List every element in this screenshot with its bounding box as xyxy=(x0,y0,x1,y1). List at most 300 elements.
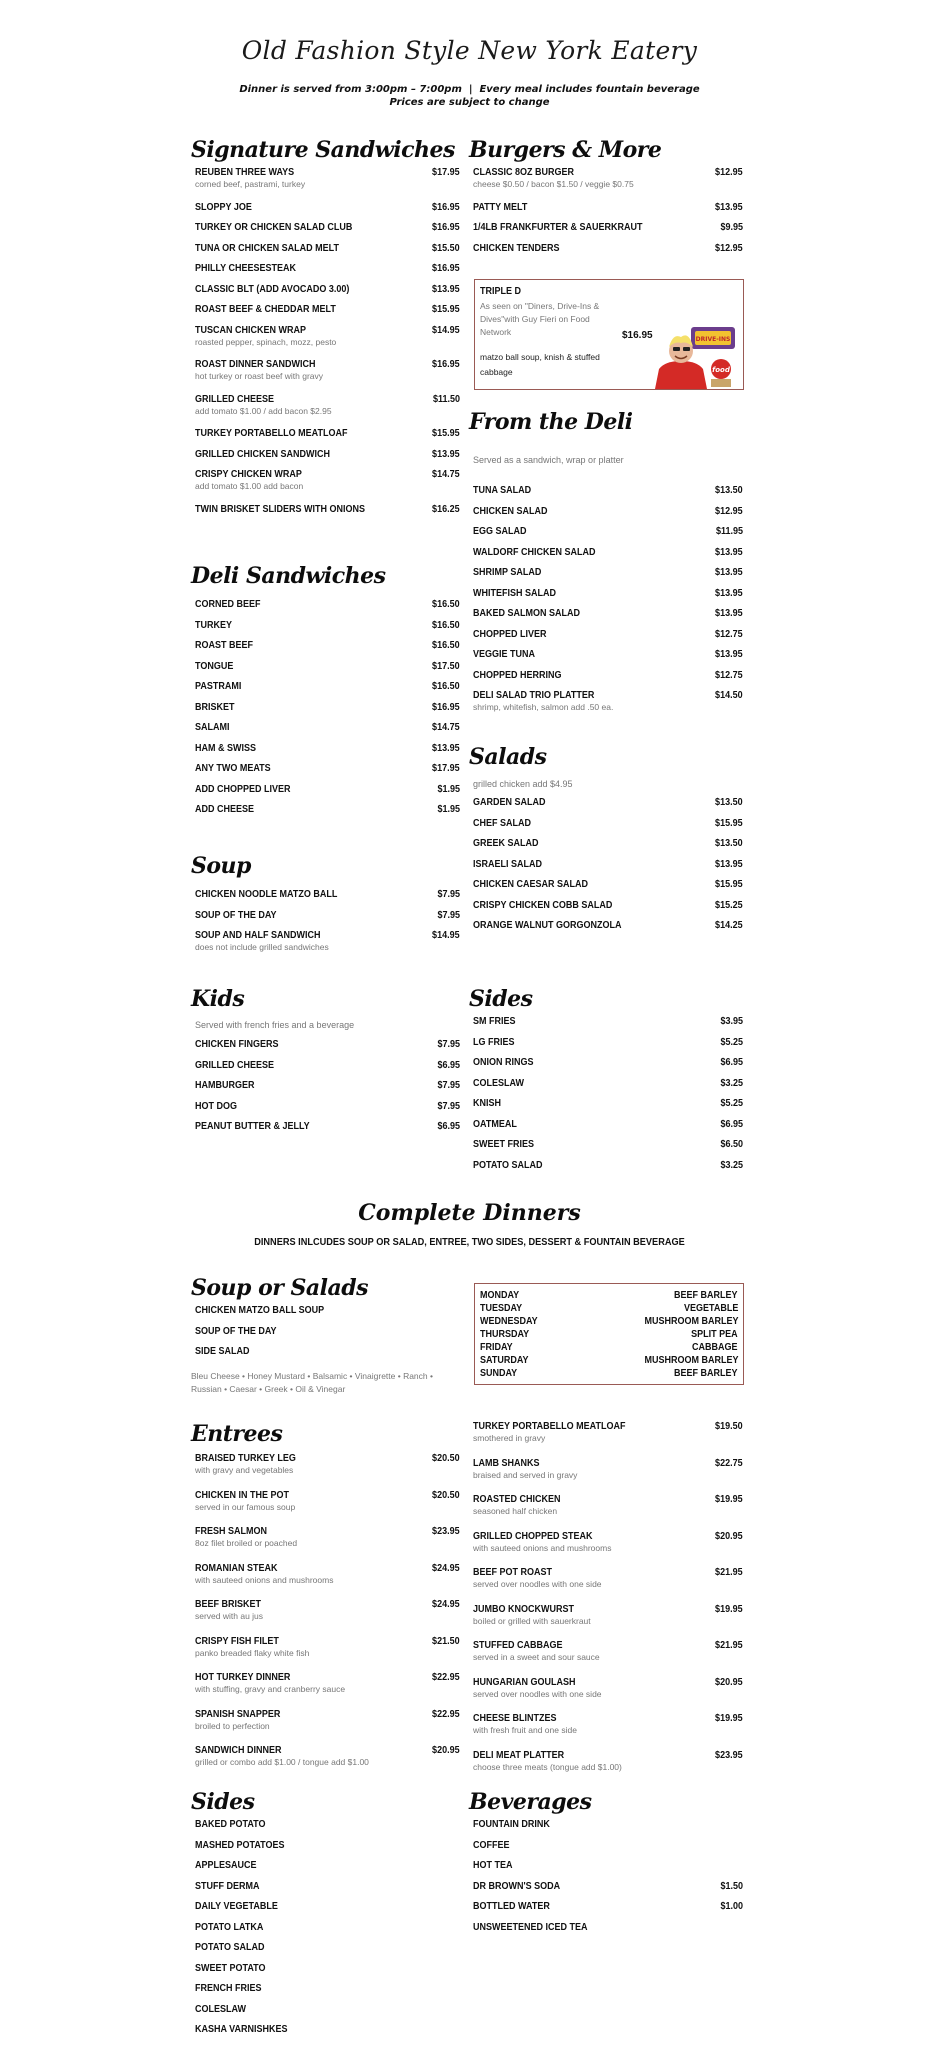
menu-item xyxy=(195,2024,460,2045)
kids-note: Served with french fries and a beverage xyxy=(195,1020,355,1030)
menu-item xyxy=(195,702,460,723)
item-description: served over noodles with one side xyxy=(473,1688,602,1699)
item-name: PASTRAMI xyxy=(195,681,242,692)
item-price: $1.00 xyxy=(720,1901,743,1912)
item-name: HOT DOG xyxy=(195,1100,238,1112)
menu-item xyxy=(473,243,743,264)
item-price: $24.95 xyxy=(432,1599,460,1610)
item-name: ROASTED CHICKEN xyxy=(473,1494,561,1505)
item-price: $15.95 xyxy=(432,304,460,315)
item-price: $13.95 xyxy=(715,546,743,558)
menu-item xyxy=(195,167,460,202)
item-description: seasoned half chicken xyxy=(473,1506,558,1516)
menu-item xyxy=(473,1421,743,1458)
item-description: panko breaded flaky white fish xyxy=(195,1647,310,1658)
menu-item xyxy=(195,1922,460,1943)
menu-item xyxy=(473,670,743,691)
section-title: Burgers & More xyxy=(469,137,662,163)
menu-item xyxy=(195,304,460,325)
item-description: corned beef, pastrami, turkey xyxy=(195,179,306,189)
soup-schedule-row xyxy=(480,1289,738,1302)
from-deli-note: Served as a sandwich, wrap or platter xyxy=(473,455,624,465)
triple-d-includes xyxy=(480,350,600,380)
menu-item xyxy=(473,1640,743,1677)
item-price: $20.95 xyxy=(715,1530,743,1542)
item-description: with stuffing, gravy and cranberry sauce xyxy=(195,1684,346,1694)
item-name: MASHED POTATOES xyxy=(195,1839,285,1851)
item-name: GREEK SALAD xyxy=(473,838,539,849)
soup-section xyxy=(191,853,460,965)
item-price: $16.50 xyxy=(432,619,460,631)
item-name: ISRAELI SALAD xyxy=(473,858,543,870)
menu-item xyxy=(473,1494,743,1531)
complete-dinners-title: Complete Dinners xyxy=(358,1200,581,1226)
sides-section xyxy=(469,986,743,1180)
food-network-badge-text: food xyxy=(712,366,730,374)
item-name: COFFEE xyxy=(473,1839,510,1851)
soup-schedule-box xyxy=(474,1283,744,1385)
item-price: $3.25 xyxy=(720,1077,743,1089)
item-name: SWEET POTATO xyxy=(195,1962,266,1974)
item-price: $13.95 xyxy=(715,649,743,660)
menu-item xyxy=(195,1901,460,1922)
menu-item xyxy=(195,2004,460,2025)
menu-item xyxy=(195,1745,460,1782)
item-description: 8oz filet broiled or poached xyxy=(195,1538,298,1548)
item-price: $20.95 xyxy=(432,1745,460,1756)
schedule-soup: CABBAGE xyxy=(692,1342,738,1353)
deli-sandwiches-section xyxy=(191,563,460,825)
item-name: SHRIMP SALAD xyxy=(473,567,542,578)
item-name: CHICKEN TENDERS xyxy=(473,242,560,254)
item-price: $16.95 xyxy=(432,263,460,274)
menu-item xyxy=(195,325,460,360)
item-price: $19.50 xyxy=(715,1421,743,1432)
section-title: Soup xyxy=(191,853,251,879)
item-price: $6.95 xyxy=(437,1121,460,1132)
item-name: GRILLED CHOPPED STEAK xyxy=(473,1530,593,1542)
item-name: CHICKEN FINGERS xyxy=(195,1039,279,1050)
triple-d-desc-line: Network xyxy=(480,327,512,337)
menu-item xyxy=(195,1305,460,1326)
item-name: FRENCH FRIES xyxy=(195,1983,262,1994)
menu-item xyxy=(195,620,460,641)
item-price: $13.50 xyxy=(715,797,743,808)
item-name: 1/4LB FRANKFURTER & SAUERKRAUT xyxy=(473,222,643,233)
item-price: $24.95 xyxy=(432,1562,460,1574)
item-price: $13.95 xyxy=(715,567,743,578)
triple-d-price: $16.95 xyxy=(622,330,653,341)
menu-item xyxy=(473,1840,743,1861)
kids-section xyxy=(191,986,460,1142)
item-description: broiled to perfection xyxy=(195,1720,270,1731)
item-price: $13.95 xyxy=(715,608,743,619)
menu-item xyxy=(195,1060,460,1081)
item-name: LG FRIES xyxy=(473,1036,515,1048)
menu-item xyxy=(195,1346,460,1367)
item-description: with sauteed onions and mushrooms xyxy=(473,1542,612,1553)
burgers-list xyxy=(473,167,743,263)
item-name: POTATO SALAD xyxy=(195,1942,265,1953)
menu-item xyxy=(473,222,743,243)
soup-schedule-list xyxy=(480,1289,738,1380)
item-name: CRISPY CHICKEN WRAP xyxy=(195,469,302,480)
item-description: served in a sweet and sour sauce xyxy=(473,1652,600,1662)
salads-section xyxy=(469,744,743,941)
item-price: $12.75 xyxy=(715,628,743,640)
item-price: $14.95 xyxy=(432,324,460,336)
menu-item xyxy=(195,263,460,284)
menu-item xyxy=(195,1963,460,1984)
item-name: SALAMI xyxy=(195,722,230,733)
menu-item xyxy=(195,394,460,429)
item-name: OATMEAL xyxy=(473,1118,517,1130)
item-price: $13.95 xyxy=(432,283,460,295)
section-title: From the Deli xyxy=(469,409,633,435)
soup-schedule-row xyxy=(480,1328,738,1341)
menu-item xyxy=(473,1098,743,1119)
menu-item xyxy=(195,1121,460,1142)
intro-text xyxy=(0,83,939,109)
item-price: $7.95 xyxy=(437,1080,460,1091)
section-title: Sides xyxy=(469,986,533,1012)
menu-item xyxy=(195,1453,460,1490)
menu-item xyxy=(195,284,460,305)
item-name: SANDWICH DINNER xyxy=(195,1745,282,1756)
item-price: $6.95 xyxy=(720,1118,743,1130)
item-price: $22.95 xyxy=(432,1672,460,1683)
item-description: add tomato $1.00 add bacon xyxy=(195,481,304,491)
menu-item xyxy=(473,920,743,941)
item-price: $13.50 xyxy=(715,838,743,849)
item-name: ROMANIAN STEAK xyxy=(195,1562,278,1574)
schedule-day: SATURDAY xyxy=(480,1355,529,1366)
menu-item xyxy=(195,599,460,620)
menu-item xyxy=(195,1101,460,1122)
menu-item xyxy=(473,879,743,900)
item-price: $14.75 xyxy=(432,722,460,733)
item-name: SPANISH SNAPPER xyxy=(195,1708,281,1720)
item-description: boiled or grilled with sauerkraut xyxy=(473,1615,591,1626)
item-price: $20.50 xyxy=(432,1489,460,1501)
item-name: SWEET FRIES xyxy=(473,1139,535,1150)
item-name: FOUNTAIN DRINK xyxy=(473,1819,550,1830)
menu-item xyxy=(473,818,743,839)
entrees-right-section xyxy=(473,1421,743,1786)
item-name: CRISPY FISH FILET xyxy=(195,1635,279,1647)
item-price: $7.95 xyxy=(437,909,460,921)
item-price: $14.50 xyxy=(715,690,743,701)
item-price: $16.25 xyxy=(432,503,460,515)
item-price: $22.95 xyxy=(432,1708,460,1720)
menu-item xyxy=(195,243,460,264)
item-name: HOT TURKEY DINNER xyxy=(195,1672,291,1683)
item-name: ONION RINGS xyxy=(473,1057,534,1068)
menu-item xyxy=(195,1672,460,1709)
item-name: PEANUT BUTTER & JELLY xyxy=(195,1121,310,1132)
menu-item xyxy=(473,547,743,568)
item-name: CLASSIC 8OZ BURGER xyxy=(473,167,575,178)
menu-item xyxy=(195,504,460,525)
intro-hours: Dinner is served from 3:00pm – 7:00pm | Every meal includes fountain beverage xyxy=(239,84,700,95)
menu-item xyxy=(473,649,743,670)
item-price: $16.50 xyxy=(432,681,460,692)
schedule-soup: SPLIT PEA xyxy=(691,1329,738,1340)
item-description: with gravy and vegetables xyxy=(195,1465,294,1475)
menu-item xyxy=(195,1526,460,1563)
menu-item xyxy=(473,167,743,202)
menu-item xyxy=(195,1860,460,1881)
menu-item xyxy=(195,784,460,805)
item-price: $5.25 xyxy=(720,1036,743,1048)
menu-item xyxy=(473,838,743,859)
item-name: EGG SALAD xyxy=(473,526,527,537)
menu-item xyxy=(473,1713,743,1750)
sides-list xyxy=(473,1016,743,1180)
item-name: CHICKEN SALAD xyxy=(473,505,548,517)
menu-item xyxy=(473,859,743,880)
item-name: WHITEFISH SALAD xyxy=(473,587,556,599)
item-name: ADD CHOPPED LIVER xyxy=(195,783,291,795)
menu-item xyxy=(195,1563,460,1600)
menu-item xyxy=(195,930,460,965)
menu-item xyxy=(195,743,460,764)
item-name: STUFF DERMA xyxy=(195,1880,260,1892)
menu-item xyxy=(473,202,743,223)
menu-item xyxy=(473,1458,743,1495)
triple-d-description xyxy=(480,300,599,339)
item-name: DELI MEAT PLATTER xyxy=(473,1749,565,1761)
schedule-day: FRIDAY xyxy=(480,1342,513,1353)
menu-item xyxy=(473,900,743,921)
soup-or-salads-list xyxy=(195,1305,460,1367)
salads-list xyxy=(473,797,743,941)
item-price: $12.95 xyxy=(715,505,743,517)
item-name: SOUP AND HALF SANDWICH xyxy=(195,930,321,941)
item-price: $1.95 xyxy=(437,804,460,815)
beverages-section xyxy=(469,1789,743,1942)
item-name: STUFFED CABBAGE xyxy=(473,1640,563,1651)
soup-or-salads-section xyxy=(191,1275,460,1396)
item-price: $22.75 xyxy=(715,1457,743,1469)
item-name: SM FRIES xyxy=(473,1016,516,1027)
menu-item xyxy=(473,1139,743,1160)
item-name: GRILLED CHEESE xyxy=(195,393,275,405)
item-name: COLESLAW xyxy=(195,2003,247,2015)
item-price: $13.50 xyxy=(715,485,743,496)
menu-item xyxy=(473,506,743,527)
item-description: cheese $0.50 / bacon $1.50 / veggie $0.75 xyxy=(473,179,634,189)
item-name: PHILLY CHEESESTEAK xyxy=(195,263,297,274)
item-price: $6.95 xyxy=(437,1059,460,1071)
triple-d-desc-line: cabbage xyxy=(480,367,513,377)
menu-item xyxy=(195,681,460,702)
item-name: CHOPPED HERRING xyxy=(473,669,562,681)
item-name: ADD CHEESE xyxy=(195,804,255,815)
item-price: $6.50 xyxy=(720,1139,743,1150)
item-name: CORNED BEEF xyxy=(195,599,261,610)
entrees-right-list xyxy=(473,1421,743,1786)
item-price: $17.95 xyxy=(432,763,460,774)
item-price: $14.95 xyxy=(432,930,460,941)
item-price: $16.95 xyxy=(432,359,460,370)
section-title: Sides xyxy=(191,1789,255,1815)
item-price: $14.25 xyxy=(715,920,743,931)
item-description: does not include grilled sandwiches xyxy=(195,942,329,952)
item-price: $12.95 xyxy=(715,167,743,178)
menu-item xyxy=(473,797,743,818)
item-name: TURKEY PORTABELLO MEATLOAF xyxy=(473,1421,626,1432)
dressing-line: Russian • Caesar • Greek • Oil & Vinegar xyxy=(191,1383,346,1394)
item-name: ROAST BEEF xyxy=(195,640,254,651)
item-name: UNSWEETENED ICED TEA xyxy=(473,1921,588,1933)
item-description: choose three meats (tongue add $1.00) xyxy=(473,1761,622,1772)
item-price: $13.95 xyxy=(432,448,460,460)
menu-item xyxy=(195,1599,460,1636)
guy-fieri-photo-icon xyxy=(653,325,741,389)
dressing-options xyxy=(191,1370,460,1396)
item-price: $15.95 xyxy=(432,428,460,439)
triple-d-desc-line: matzo ball soup, knish & stuffed xyxy=(480,352,600,362)
item-description: with fresh fruit and one side xyxy=(473,1725,577,1735)
item-name: CHICKEN NOODLE MATZO BALL xyxy=(195,889,338,900)
menu-item xyxy=(195,428,460,449)
item-name: BEEF BRISKET xyxy=(195,1599,262,1610)
item-name: POTATO LATKA xyxy=(195,1921,264,1933)
from-deli-list xyxy=(473,485,743,725)
item-price: $23.95 xyxy=(432,1526,460,1537)
item-name: BEEF POT ROAST xyxy=(473,1567,553,1578)
schedule-day: WEDNESDAY xyxy=(480,1316,538,1327)
item-price: $16.50 xyxy=(432,640,460,651)
item-name: CHEESE BLINTZES xyxy=(473,1713,557,1724)
soup-schedule-row xyxy=(480,1367,738,1380)
item-price: $13.95 xyxy=(715,858,743,870)
kids-list xyxy=(195,1039,460,1142)
item-name: SLOPPY JOE xyxy=(195,201,252,213)
soup-schedule-row xyxy=(480,1354,738,1367)
menu-item xyxy=(195,889,460,910)
item-description: braised and served in gravy xyxy=(473,1469,578,1480)
item-price: $17.50 xyxy=(432,660,460,672)
item-name: BRAISED TURKEY LEG xyxy=(195,1453,296,1464)
item-price: $20.95 xyxy=(715,1676,743,1688)
schedule-day: MONDAY xyxy=(480,1290,520,1301)
menu-item xyxy=(473,526,743,547)
menu-item xyxy=(195,910,460,931)
schedule-day: SUNDAY xyxy=(480,1368,518,1379)
menu-item xyxy=(473,1881,743,1902)
schedule-soup: MUSHROOM BARLEY xyxy=(643,1316,738,1327)
schedule-day: THURSDAY xyxy=(480,1329,530,1340)
item-price: $11.95 xyxy=(715,526,743,537)
section-title: Entrees xyxy=(191,1421,283,1447)
item-price: $15.95 xyxy=(715,879,743,890)
from-the-deli-section xyxy=(469,409,743,725)
item-name: TUSCAN CHICKEN WRAP xyxy=(195,324,307,336)
item-name: DELI SALAD TRIO PLATTER xyxy=(473,690,595,701)
item-name: CHICKEN CAESAR SALAD xyxy=(473,879,589,890)
menu-item xyxy=(195,1326,460,1347)
item-price: $6.95 xyxy=(720,1057,743,1068)
item-name: CRISPY CHICKEN COBB SALAD xyxy=(473,899,613,911)
item-name: BRISKET xyxy=(195,701,235,713)
menu-item xyxy=(473,1922,743,1943)
item-name: FRESH SALMON xyxy=(195,1526,267,1537)
menu-item xyxy=(473,588,743,609)
menu-item xyxy=(195,1840,460,1861)
menu-item xyxy=(195,359,460,394)
page-title: Old Fashion Style New York Eatery xyxy=(241,36,698,65)
item-price: $19.95 xyxy=(715,1603,743,1615)
section-title: Signature Sandwiches xyxy=(191,137,455,163)
item-price: $19.95 xyxy=(715,1713,743,1724)
entrees-section xyxy=(191,1421,460,1782)
item-name: TUNA SALAD xyxy=(473,485,532,496)
beverages-list xyxy=(473,1819,743,1942)
item-name: GRILLED CHICKEN SANDWICH xyxy=(195,448,330,460)
item-name: ANY TWO MEATS xyxy=(195,763,271,774)
menu-item xyxy=(473,567,743,588)
salads-note: grilled chicken add $4.95 xyxy=(473,779,573,789)
menu-item xyxy=(195,722,460,743)
item-name: KNISH xyxy=(473,1098,502,1109)
item-description: add tomato $1.00 / add bacon $2.95 xyxy=(195,405,332,416)
item-price: $7.95 xyxy=(437,889,460,900)
triple-d-desc-line: Dives"with Guy Fieri on Food xyxy=(480,314,590,324)
menu-item xyxy=(195,469,460,504)
item-name: JUMBO KNOCKWURST xyxy=(473,1603,574,1615)
item-name: COLESLAW xyxy=(473,1077,525,1089)
section-title: Beverages xyxy=(469,1789,592,1815)
dressing-line: Bleu Cheese • Honey Mustard • Balsamic • Vinaigrette • Ranch • xyxy=(191,1370,433,1381)
item-price: $16.95 xyxy=(432,201,460,213)
item-name: TONGUE xyxy=(195,660,234,672)
item-name: BOTTLED WATER xyxy=(473,1901,550,1912)
menu-item xyxy=(195,640,460,661)
menu-item xyxy=(195,222,460,243)
item-price: $21.50 xyxy=(432,1635,460,1647)
item-name: LAMB SHANKS xyxy=(473,1457,540,1469)
item-price: $12.95 xyxy=(715,242,743,254)
section-title: Soup or Salads xyxy=(191,1275,369,1301)
item-name: KASHA VARNISHKES xyxy=(195,2024,288,2035)
item-name: HUNGARIAN GOULASH xyxy=(473,1676,576,1688)
menu-item xyxy=(473,690,743,725)
menu-item xyxy=(473,1531,743,1568)
item-price: $14.75 xyxy=(432,469,460,480)
menu-item xyxy=(195,202,460,223)
item-price: $11.50 xyxy=(432,393,460,405)
item-name: VEGGIE TUNA xyxy=(473,649,536,660)
item-price: $7.95 xyxy=(437,1039,460,1050)
item-name: ORANGE WALNUT GORGONZOLA xyxy=(473,920,622,931)
item-price: $1.50 xyxy=(720,1880,743,1892)
menu-item xyxy=(195,449,460,470)
item-name: POTATO SALAD xyxy=(473,1159,543,1171)
menu-item xyxy=(473,1016,743,1037)
burgers-section xyxy=(469,137,743,263)
item-name: CHOPPED LIVER xyxy=(473,628,547,640)
item-name: ROAST DINNER SANDWICH xyxy=(195,359,316,370)
menu-item xyxy=(195,661,460,682)
item-price: $1.95 xyxy=(437,783,460,795)
item-price: $17.95 xyxy=(432,167,460,178)
drive-ins-sign-text: DRIVE-INS xyxy=(695,336,731,343)
item-price: $19.95 xyxy=(715,1494,743,1505)
item-price: $23.95 xyxy=(715,1749,743,1761)
item-description: served with au jus xyxy=(195,1611,264,1621)
